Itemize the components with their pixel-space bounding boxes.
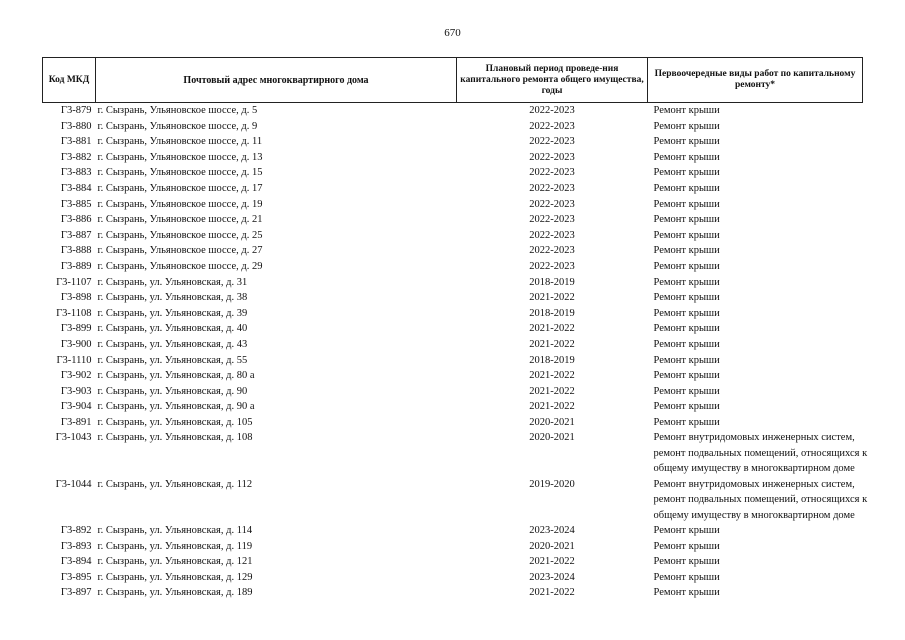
cell-address: г. Сызрань, Ульяновское шоссе, д. 27	[97, 245, 263, 257]
cell-code: Г3-894	[60, 556, 92, 568]
table-row	[43, 150, 863, 166]
work-line: Ремонт крыши	[653, 571, 720, 583]
cell-works	[648, 523, 863, 539]
cell-address: г. Сызрань, Ульяновское шоссе, д. 17	[97, 182, 263, 194]
cell-works	[648, 353, 863, 369]
work-line: Ремонт крыши	[653, 151, 720, 163]
work-line: Ремонт крыши	[653, 229, 720, 241]
cell-period: 2022-2023	[529, 229, 575, 241]
cell-works	[648, 415, 863, 431]
cell-period: 2020-2021	[529, 432, 575, 444]
cell-code: Г3-1044	[55, 478, 92, 490]
table-row	[43, 477, 863, 523]
cell-works	[648, 399, 863, 415]
cell-code: Г3-903	[60, 385, 92, 397]
cell-address: г. Сызрань, ул. Ульяновская, д. 38	[97, 292, 248, 304]
cell-code: Г3-887	[60, 229, 92, 241]
table-row	[43, 228, 863, 244]
cell-code: Г3-899	[60, 323, 92, 335]
work-line: Ремонт крыши	[653, 214, 720, 226]
cell-works	[648, 554, 863, 570]
table-row	[43, 368, 863, 384]
cell-period: 2022-2023	[529, 105, 575, 116]
cell-works	[648, 290, 863, 306]
table-row	[43, 384, 863, 400]
work-line: Ремонт крыши	[653, 401, 720, 413]
cell-works	[648, 243, 863, 259]
cell-works	[648, 181, 863, 197]
cell-period: 2022-2023	[529, 136, 575, 148]
cell-period: 2022-2023	[529, 260, 575, 272]
cell-address: г. Сызрань, ул. Ульяновская, д. 129	[97, 571, 253, 583]
table-row	[43, 259, 863, 275]
work-line: Ремонт крыши	[653, 556, 720, 568]
cell-code: Г3-898	[60, 292, 92, 304]
cell-code: Г3-891	[60, 416, 92, 428]
work-line: общему имуществу в многоквартирном доме	[653, 463, 855, 475]
cell-address: г. Сызрань, ул. Ульяновская, д. 43	[97, 338, 248, 350]
header-row	[43, 58, 863, 103]
work-line: Ремонт крыши	[653, 245, 720, 257]
work-line: Ремонт крыши	[653, 587, 720, 599]
cell-code: Г3-1110	[56, 354, 92, 366]
cell-works	[648, 212, 863, 228]
work-line: Ремонт крыши	[653, 260, 720, 272]
cell-code: Г3-892	[60, 524, 92, 536]
cell-works	[648, 570, 863, 586]
cell-code: Г3-882	[60, 151, 92, 163]
cell-address: г. Сызрань, ул. Ульяновская, д. 55	[97, 354, 248, 366]
cell-period: 2022-2023	[529, 198, 575, 210]
work-line: Ремонт крыши	[653, 370, 720, 382]
cell-address: г. Сызрань, ул. Ульяновская, д. 189	[97, 587, 253, 599]
table-row	[43, 337, 863, 353]
cell-address: г. Сызрань, Ульяновское шоссе, д. 9	[97, 120, 258, 132]
cell-code: Г3-886	[60, 214, 92, 226]
work-line: Ремонт крыши	[653, 136, 720, 148]
cell-address: г. Сызрань, Ульяновское шоссе, д. 29	[97, 260, 263, 272]
cell-address: г. Сызрань, Ульяновское шоссе, д. 13	[97, 151, 263, 163]
table-header	[43, 58, 863, 103]
table-row	[43, 523, 863, 539]
cell-period: 2021-2022	[529, 587, 575, 599]
cell-code: Г3-884	[60, 182, 92, 194]
cell-works	[648, 539, 863, 555]
work-line: Ремонт крыши	[653, 167, 720, 179]
table-row	[43, 134, 863, 150]
cell-period: 2021-2022	[529, 370, 575, 382]
table-row	[43, 430, 863, 476]
cell-address: г. Сызрань, Ульяновское шоссе, д. 11	[97, 136, 263, 148]
cell-address: г. Сызрань, ул. Ульяновская, д. 90 а	[97, 401, 255, 413]
work-line: ремонт подвальных помещений, относящихся к	[653, 447, 868, 459]
cell-period: 2023-2024	[529, 524, 575, 536]
cell-works	[648, 477, 868, 523]
cell-code: Г3-888	[60, 245, 92, 257]
table-row	[43, 399, 863, 415]
cell-period: 2021-2022	[529, 556, 575, 568]
work-line: Ремонт крыши	[653, 307, 720, 319]
table-body	[43, 103, 868, 601]
cell-code: Г3-895	[60, 571, 92, 583]
cell-works	[648, 119, 863, 135]
cell-address: г. Сызрань, ул. Ульяновская, д. 108	[97, 432, 253, 444]
cell-works	[648, 585, 863, 601]
cell-code: Г3-885	[60, 198, 92, 210]
table-row	[43, 539, 863, 555]
work-line: Ремонт крыши	[653, 120, 720, 132]
cell-period: 2021-2022	[529, 292, 575, 304]
cell-works	[648, 337, 863, 353]
cell-address: г. Сызрань, Ульяновское шоссе, д. 25	[97, 229, 263, 241]
table-row	[43, 554, 863, 570]
table-row	[43, 212, 863, 228]
cell-period: 2019-2020	[529, 478, 575, 490]
cell-works	[648, 306, 863, 322]
cell-period: 2022-2023	[529, 167, 575, 179]
cell-address: г. Сызрань, Ульяновское шоссе, д. 19	[97, 198, 263, 210]
cell-period: 2021-2022	[529, 323, 575, 335]
cell-period: 2023-2024	[529, 571, 575, 583]
cell-address: г. Сызрань, ул. Ульяновская, д. 121	[97, 556, 253, 568]
work-line: Ремонт крыши	[653, 276, 720, 288]
cell-works	[648, 197, 863, 213]
cell-address: г. Сызрань, ул. Ульяновская, д. 90	[97, 385, 248, 397]
work-line: Ремонт крыши	[653, 540, 720, 552]
cell-code: Г3-883	[60, 167, 92, 179]
table-row	[43, 197, 863, 213]
table-row	[43, 119, 863, 135]
capital-repair-table	[42, 57, 868, 601]
work-line: Ремонт крыши	[653, 416, 720, 428]
cell-works	[648, 275, 863, 291]
cell-works	[648, 150, 863, 166]
table-row	[43, 585, 863, 601]
cell-code: Г3-881	[60, 136, 92, 148]
table-row	[43, 321, 863, 337]
cell-address: г. Сызрань, ул. Ульяновская, д. 39	[97, 307, 248, 319]
table-row	[43, 570, 863, 586]
cell-code: Г3-897	[60, 587, 92, 599]
cell-code: Г3-1108	[56, 307, 92, 319]
work-line: Ремонт крыши	[653, 182, 720, 194]
cell-address: г. Сызрань, ул. Ульяновская, д. 40	[97, 323, 248, 335]
work-line: общему имуществу в многоквартирном доме	[653, 509, 855, 521]
cell-address: г. Сызрань, Ульяновское шоссе, д. 5	[97, 105, 258, 116]
cell-address: г. Сызрань, ул. Ульяновская, д. 114	[97, 524, 253, 536]
work-line: Ремонт крыши	[653, 354, 720, 366]
cell-code: Г3-880	[60, 120, 92, 132]
cell-works	[648, 368, 863, 384]
table-row	[43, 353, 863, 369]
cell-code: Г3-893	[60, 540, 92, 552]
work-line: Ремонт крыши	[653, 198, 720, 210]
cell-period: 2022-2023	[529, 120, 575, 132]
cell-period: 2020-2021	[529, 416, 575, 428]
cell-code: Г3-902	[60, 370, 92, 382]
page-number: 670	[444, 27, 461, 39]
cell-period: 2022-2023	[529, 214, 575, 226]
cell-period: 2022-2023	[529, 151, 575, 163]
work-line: Ремонт крыши	[653, 524, 720, 536]
cell-works	[648, 259, 863, 275]
table-row	[43, 306, 863, 322]
cell-address: г. Сызрань, ул. Ульяновская, д. 105	[97, 416, 253, 428]
cell-period: 2020-2021	[529, 540, 575, 552]
header-works: Первоочередные виды работ по капитальному ремонту*	[648, 58, 863, 103]
cell-address: г. Сызрань, ул. Ульяновская, д. 31	[97, 276, 248, 288]
cell-address: г. Сызрань, Ульяновское шоссе, д. 15	[97, 167, 263, 179]
header-code: Код МКД	[43, 58, 96, 103]
cell-code: Г3-904	[60, 401, 92, 413]
cell-period: 2021-2022	[529, 338, 575, 350]
table-row	[43, 290, 863, 306]
cell-period: 2018-2019	[529, 307, 575, 319]
work-line: ремонт подвальных помещений, относящихся к	[653, 494, 868, 506]
cell-address: г. Сызрань, Ульяновское шоссе, д. 21	[97, 214, 263, 226]
work-line: Ремонт крыши	[653, 385, 720, 397]
cell-works	[648, 430, 868, 476]
cell-code: Г3-1107	[56, 276, 92, 288]
cell-code: Г3-879	[60, 105, 92, 116]
work-line: Ремонт крыши	[653, 338, 720, 350]
header-period: Плановый период проведе-ния капитального ремонта общего имущества, годы	[457, 58, 648, 103]
cell-works	[648, 165, 863, 181]
work-line: Ремонт крыши	[653, 292, 720, 304]
table-row	[43, 415, 863, 431]
cell-period: 2021-2022	[529, 401, 575, 413]
table-row	[43, 103, 863, 119]
cell-period: 2018-2019	[529, 354, 575, 366]
header-address: Почтовый адрес многоквартирного дома	[96, 58, 457, 103]
cell-address: г. Сызрань, ул. Ульяновская, д. 80 а	[97, 370, 255, 382]
work-line: Ремонт крыши	[653, 323, 720, 335]
table-row	[43, 243, 863, 259]
cell-code: Г3-1043	[55, 432, 92, 444]
cell-code: Г3-900	[60, 338, 92, 350]
cell-address: г. Сызрань, ул. Ульяновская, д. 119	[97, 540, 253, 552]
cell-works	[648, 228, 863, 244]
cell-works	[648, 384, 863, 400]
work-line: Ремонт крыши	[653, 105, 720, 116]
cell-period: 2022-2023	[529, 245, 575, 257]
cell-code: Г3-889	[60, 260, 92, 272]
cell-address: г. Сызрань, ул. Ульяновская, д. 112	[97, 478, 253, 490]
cell-period: 2021-2022	[529, 385, 575, 397]
cell-works	[648, 103, 863, 119]
cell-works	[648, 321, 863, 337]
table-row	[43, 181, 863, 197]
work-line: Ремонт внутридомовых инженерных систем,	[653, 478, 855, 490]
table-row	[43, 275, 863, 291]
work-line: Ремонт внутридомовых инженерных систем,	[653, 432, 855, 444]
cell-works	[648, 134, 863, 150]
table-row	[43, 165, 863, 181]
cell-period: 2018-2019	[529, 276, 575, 288]
cell-period: 2022-2023	[529, 182, 575, 194]
